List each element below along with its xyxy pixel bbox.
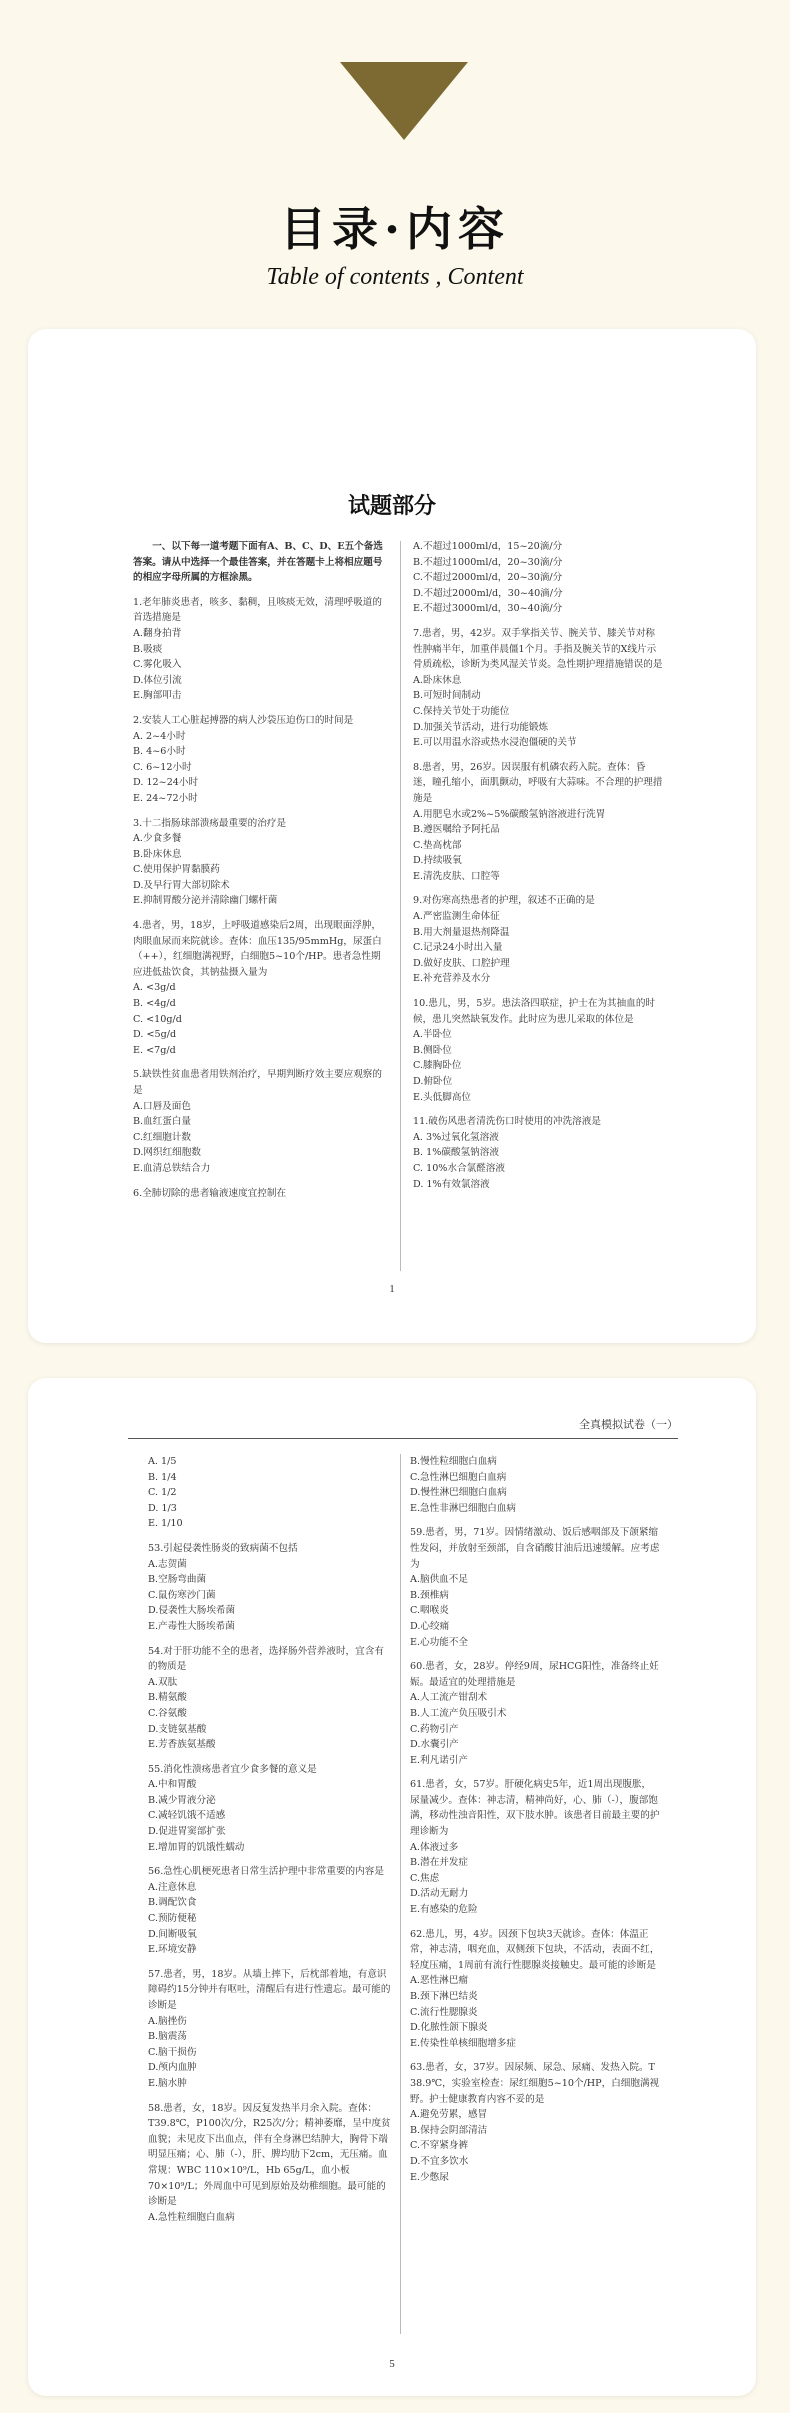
answer-option: D.心绞痛 [410, 1620, 450, 1632]
page-subtitle: Table of contents , Content [266, 264, 524, 290]
answer-option: B.调配饮食 [148, 1897, 197, 1909]
answer-option: D. 12~24小时 [133, 777, 199, 789]
answer-option: C. 1/2 [148, 1487, 177, 1499]
question-stem: 56.急性心肌梗死患者日常生活护理中非常重要的内容是 [148, 1866, 384, 1878]
answer-option: A.半卧位 [413, 1029, 452, 1041]
answer-option: C.记录24小时出入量 [413, 942, 503, 954]
answer-option: E.传染性单核细胞增多症 [410, 2037, 516, 2049]
question-stem: 7.患者，男，42岁。双手掌指关节、腕关节、膝关节对称性肿痛半年，加重伴晨僵1个月。手指及腕关节的X线片示骨质疏松，诊断为类风湿关节炎。急性期护理措施错误的是 [413, 627, 663, 671]
answer-option: D.间断吸氧 [148, 1928, 197, 1940]
answer-option: B.潜在并发症 [410, 1857, 469, 1869]
answer-option: C.使用保护胃黏膜药 [133, 864, 220, 876]
answer-option: D.活动无耐力 [410, 1888, 469, 1900]
question-stem: 4.患者，男，18岁，上呼吸道感染后2周，出现眼面浮肿，肉眼血尿而来院就诊。查体：血压135/95mmHg，尿蛋白（++），红细胞满视野，白细胞5~10个/HP。患者急性期应进低盐饮食，其钠盐摄入量为 [133, 920, 382, 978]
answer-option: D.化脓性颌下腺炎 [410, 2022, 488, 2034]
answer-option: C.不超过2000ml/d，20~30滴/分 [413, 572, 563, 584]
answer-option: B.可短时间制动 [413, 690, 481, 702]
column-divider [400, 1454, 401, 2334]
answer-option: C.减轻饥饿不适感 [148, 1810, 226, 1822]
answer-option: E.心功能不全 [410, 1636, 469, 1648]
answer-option: A.用肥皂水或2%~5%碳酸氢钠溶液进行洗胃 [413, 808, 606, 820]
answer-option: D.支链氨基酸 [148, 1723, 207, 1735]
answer-option: D. 1%有效氯溶液 [413, 1178, 490, 1190]
answer-option: E.有感染的危险 [410, 1904, 478, 1916]
question-stem: 54.对于肝功能不全的患者，选择肠外营养液时，宜含有的物质是 [148, 1645, 384, 1673]
answer-option: A.人工流产钳刮术 [410, 1692, 488, 1704]
answer-option: A.注意休息 [148, 1881, 197, 1893]
answer-option: D.体位引流 [133, 674, 182, 686]
page-number: 1 [389, 1283, 395, 1295]
answer-option: D.不宜多饮水 [410, 2155, 469, 2167]
answer-option: A.双肽 [148, 1676, 178, 1688]
answer-option: C. 6~12小时 [133, 761, 192, 773]
answer-option: C.不穿紧身裤 [410, 2140, 469, 2152]
running-header: 全真模拟试卷（一） [579, 1418, 678, 1431]
answer-option: E.抑制胃酸分泌并清除幽门螺杆菌 [133, 895, 278, 907]
answer-option: A.少食多餐 [133, 833, 182, 845]
answer-option: B.颈椎病 [410, 1589, 449, 1601]
answer-option: C.脑干损伤 [148, 2046, 197, 2058]
question-stem: 10.患儿，男，5岁。患法洛四联症，护士在为其抽血的时候，患儿突然缺氧发作。此时应为患儿采取的体位是 [413, 998, 656, 1025]
answer-option: B.血红蛋白量 [133, 1116, 192, 1128]
answer-option: E.脑水肿 [148, 2077, 187, 2089]
answer-option: B.用大剂量退热剂降温 [413, 926, 510, 938]
answer-option: D. 1/3 [148, 1502, 177, 1514]
answer-option: E.环境安静 [148, 1944, 197, 1956]
answer-option: A.急性粒细胞白血病 [148, 2211, 235, 2223]
question-stem: 55.消化性溃疡患者宜少食多餐的意义是 [148, 1763, 317, 1775]
answer-option: A.恶性淋巴瘤 [410, 1975, 468, 1987]
answer-option: B.侧卧位 [413, 1044, 452, 1056]
answer-option: A. 3%过氧化氢溶液 [413, 1131, 499, 1143]
answer-option: A.避免劳累，感冒 [410, 2109, 488, 2121]
answer-option: A.不超过1000ml/d，15~20滴/分 [413, 541, 563, 552]
answer-option: A.翻身拍背 [133, 627, 182, 639]
answer-option: A.中和胃酸 [148, 1779, 197, 1791]
answer-option: E.芳香族氨基酸 [148, 1739, 216, 1751]
answer-option: C.鼠伤寒沙门菌 [148, 1589, 216, 1601]
answer-option: D.促进胃窦部扩张 [148, 1826, 226, 1838]
answer-option: D.不超过2000ml/d，30~40滴/分 [413, 587, 563, 599]
answer-option: A.口唇及面色 [133, 1100, 191, 1112]
answer-option: C.膝胸卧位 [413, 1060, 462, 1072]
answer-option: B.保持会阴部清洁 [410, 2124, 488, 2136]
answer-option: D.慢性淋巴细胞白血病 [410, 1487, 507, 1499]
answer-option: E.血清总铁结合力 [133, 1162, 211, 1174]
answer-option: D.加强关节活动，进行功能锻炼 [413, 721, 549, 733]
answer-option: B.颈下淋巴结炎 [410, 1991, 478, 2002]
answer-option: C.保持关节处于功能位 [413, 705, 510, 717]
answer-option: E.急性非淋巴细胞白血病 [410, 1502, 516, 1514]
question-stem: 11.破伤风患者清洗伤口时使用的冲洗溶液是 [413, 1116, 601, 1128]
answer-option: D.持续吸氧 [413, 855, 462, 867]
answer-option: B.慢性粒细胞白血病 [410, 1456, 497, 1467]
answer-option: B.不超过1000ml/d，20~30滴/分 [413, 556, 563, 568]
question-stem: 2.安装人工心脏起搏器的病人沙袋压迫伤口的时间是 [133, 714, 354, 726]
left-column [148, 1454, 392, 2225]
answer-option: C. 10%水合氯醛溶液 [413, 1162, 505, 1174]
answer-option: B.减少胃液分泌 [148, 1794, 216, 1806]
exam-page-1 [28, 329, 756, 1343]
decorative-triangle-icon [340, 62, 468, 140]
question-stem: 8.患者，男，26岁。因误服有机磷农药入院。查体：昏迷，瞳孔缩小，面肌颤动，呼吸有大蒜味。不合理的护理措施是 [413, 761, 663, 804]
answer-option: B.卧床休息 [133, 848, 182, 860]
answer-option: B.脑震荡 [148, 2031, 187, 2043]
answer-option: E.不超过3000ml/d，30~40滴/分 [413, 603, 563, 615]
answer-option: C.流行性腮腺炎 [410, 2006, 478, 2018]
answer-option: E.头低脚高位 [413, 1091, 472, 1103]
answer-option: C.预防便秘 [148, 1913, 197, 1925]
question-stem: 63.患者，女，37岁。因尿频、尿急、尿痛、发热入院。T 38.9℃，实验室检查：尿红细胞5~10个/HP，白细胞满视野。护士健康教育内容不妥的是 [410, 2062, 660, 2105]
answer-option: D.俯卧位 [413, 1076, 453, 1087]
question-stem: 53.引起侵袭性肠炎的致病菌不包括 [148, 1542, 298, 1554]
answer-option: E.少憋尿 [410, 2171, 449, 2183]
answer-option: D. <5g/d [133, 1029, 177, 1041]
answer-option: D.颅内血肿 [148, 2062, 197, 2074]
page-number: 5 [389, 2358, 395, 2370]
answer-option: A.卧床休息 [413, 674, 462, 686]
answer-option: E.胸部叩击 [133, 690, 182, 702]
question-stem: 9.对伤寒高热患者的护理，叙述不正确的是 [413, 895, 595, 907]
answer-option: B. <4g/d [133, 998, 176, 1010]
answer-option: D.做好皮肤、口腔护理 [413, 957, 510, 969]
answer-option: A. 2~4小时 [133, 730, 186, 742]
answer-option: C.雾化吸入 [133, 659, 182, 671]
question-stem: 3.十二指肠球部溃疡最重要的治疗是 [133, 817, 287, 829]
answer-option: E.利凡诺引产 [410, 1754, 469, 1766]
question-stem: 59.患者，男，71岁。因情绪激动、饭后感咽部及下颌紧缩性发闷，并放射至颈部，自含硝酸甘油后迅速缓解。应考虑为 [410, 1527, 660, 1570]
question-stem: 60.患者，女，28岁。停经9周，尿HCG阳性，准备终止妊娠。最适宜的处理措施是 [410, 1661, 659, 1688]
header-rule [128, 1438, 678, 1439]
answer-option: C.咽喉炎 [410, 1605, 449, 1617]
answer-option: D.及早行胃大部切除术 [133, 879, 230, 891]
answer-option: C.焦虑 [410, 1872, 440, 1884]
answer-option: E.清洗皮肤、口腔等 [413, 870, 500, 882]
answer-option: C.药物引产 [410, 1723, 459, 1735]
answer-option: B. 4~6小时 [133, 746, 186, 758]
question-stem: 58.患者，女，18岁。因反复发热半月余入院。查体：T39.8℃，P100次/分，R25次/分；精神萎靡，呈中度贫血貌；未见皮下出血点，伴有全身淋巴结肿大，胸骨下端明显压痛；心、肺（-），肝、脾均肋下2cm，无压痛。血常规：WBC 110×10⁹/L，Hb 65g/L，血小板70×10⁹/L；外周血中可见到原始及幼稚细胞。最可能的诊断是 [148, 2102, 391, 2208]
answer-option: C. <10g/d [133, 1013, 182, 1025]
answer-option: B.遵医嘱给予阿托品 [413, 824, 500, 836]
answer-option: D.网织红细胞数 [133, 1147, 201, 1159]
instructions-text: 一、以下每一道考题下面有A、B、C、D、E五个备选答案。请从中选择一个最佳答案，并在答题卡上将相应题号的相应字母所属的方框涂黑。 [133, 541, 383, 584]
answer-option: A.脑供血不足 [410, 1574, 468, 1586]
column-divider [400, 541, 401, 1271]
answer-option: B. 1%碳酸氢钠溶液 [413, 1147, 499, 1159]
answer-option: A. <3g/d [133, 982, 176, 994]
answer-option: C.垫高枕部 [413, 839, 462, 851]
answer-option: B.精氨酸 [148, 1692, 187, 1704]
answer-option: A.严密监测生命体征 [413, 911, 500, 923]
answer-option: E.增加胃的饥饿性蠕动 [148, 1841, 245, 1853]
question-stem: 1.老年肺炎患者，咳多、黏稠，且咳痰无效，清理呼吸道的首选措施是 [133, 596, 382, 624]
answer-option: B.吸痰 [133, 643, 163, 655]
answer-option: C.急性淋巴细胞白血病 [410, 1471, 507, 1483]
right-column [413, 539, 663, 1192]
answer-option: C.红细胞计数 [133, 1131, 192, 1143]
question-stem: 57.患者，男，18岁。从墙上摔下，后枕部着地，有意识障碍约15分钟并有呕吐，清醒后有进行性遗忘。最可能的诊断是 [148, 1968, 391, 2011]
answer-option: B. 1/4 [148, 1471, 177, 1483]
question-stem: 5.缺铁性贫血患者用铁剂治疗，早期判断疗效主要应观察的是 [133, 1069, 382, 1096]
answer-option: E.补充营养及水分 [413, 973, 491, 985]
answer-option: C.谷氨酸 [148, 1707, 187, 1719]
answer-option: E. 1/10 [148, 1518, 183, 1530]
question-stem: 61.患者，女，57岁。肝硬化病史5年，近1周出现腹胀，尿量减少。查体：神志清，精神尚好，心、肺（-），腹部饱满，移动性浊音阳性，双下肢水肿。该患者目前最主要的护理诊断为 [410, 1779, 660, 1838]
answer-option: D.侵袭性大肠埃希菌 [148, 1605, 236, 1617]
answer-option: B.空肠弯曲菌 [148, 1574, 207, 1586]
page-title: 目录·内容 [279, 202, 510, 256]
answer-option: D.水囊引产 [410, 1739, 459, 1751]
left-column [133, 539, 388, 1201]
answer-option: E. 24~72小时 [133, 792, 198, 804]
answer-option: A. 1/5 [148, 1456, 177, 1467]
question-stem: 6.全肺切除的患者输液速度宜控制在 [133, 1187, 287, 1199]
answer-option: A.体液过多 [410, 1841, 459, 1853]
right-column [410, 1454, 660, 2185]
exam-page-5 [28, 1378, 756, 2396]
answer-option: E.可以用温水浴或热水浸泡僵硬的关节 [413, 737, 577, 749]
answer-option: E. <7g/d [133, 1044, 176, 1056]
answer-option: B.人工流产负压吸引术 [410, 1707, 507, 1719]
section-heading: 试题部分 [347, 494, 436, 519]
answer-option: A.志贺菌 [148, 1558, 187, 1570]
answer-option: E.产毒性大肠埃希菌 [148, 1620, 235, 1632]
question-stem: 62.患儿，男，4岁。因颈下包块3天就诊。查体：体温正常，神志清，咽充血，双侧颈下包块，不活动，表面不红，轻度压痛，1周前有流行性腮腺炎接触史。最可能的诊断是 [410, 1928, 660, 1971]
answer-option: A.脑挫伤 [148, 2015, 187, 2027]
